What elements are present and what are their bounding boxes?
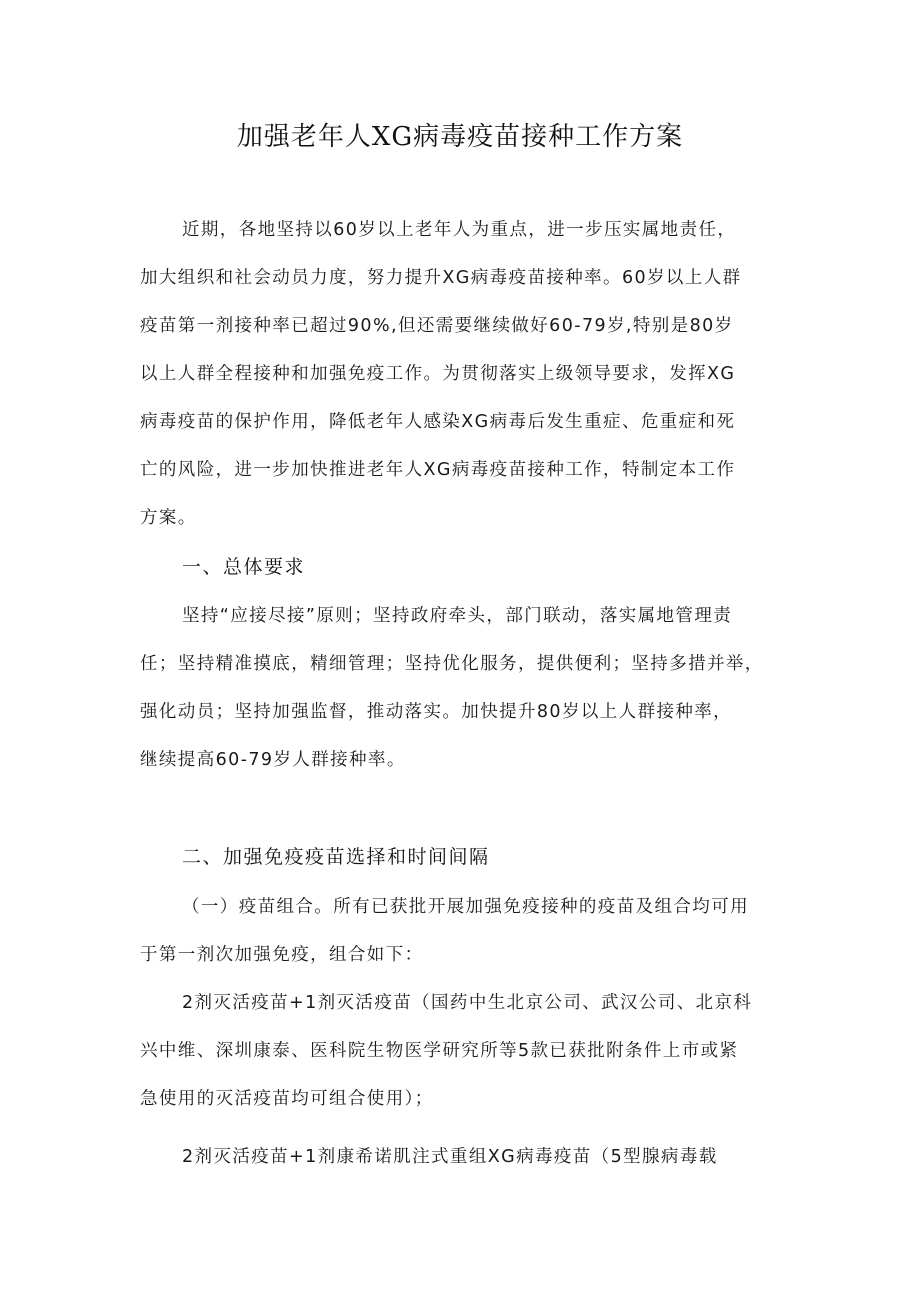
intro-line: 方案。 [140, 508, 197, 528]
combo1-line: 2剂灭活疫苗+1剂灭活疫苗（国药中生北京公司、武汉公司、北京科 [182, 993, 753, 1013]
section2-sub1-line: （一）疫苗组合。所有已获批开展加强免疫接种的疫苗及组合均可用 [182, 897, 749, 917]
combo1-line: 兴中维、深圳康泰、医科院生物医学研究所等5款已获批附条件上市或紧 [140, 1041, 739, 1061]
document-title: 加强老年人XG病毒疫苗接种工作方案 [236, 122, 684, 152]
section2-sub1-line: 于第一剂次加强免疫，组合如下： [140, 945, 424, 965]
intro-line: 以上人群全程接种和加强免疫工作。为贯彻落实上级领导要求，发挥XG [140, 364, 736, 384]
combo1-line: 急使用的灭活疫苗均可组合使用）； [140, 1089, 434, 1109]
section1-line: 继续提高60-79岁人群接种率。 [140, 750, 406, 770]
intro-line: 加大组织和社会动员力度，努力提升XG病毒疫苗接种率。60岁以上人群 [140, 268, 742, 288]
section1-line: 强化动员；坚持加强监督，推动落实。加快提升80岁以上人群接种率， [140, 702, 733, 722]
intro-line: 亡的风险，进一步加快推进老年人XG病毒疫苗接种工作，特制定本工作 [140, 460, 736, 480]
intro-line: 病毒疫苗的保护作用，降低老年人感染XG病毒后发生重症、危重症和死 [140, 412, 736, 432]
section1-line: 坚持“应接尽接”原则；坚持政府牵头，部门联动，落实属地管理责 [182, 606, 733, 626]
section-heading-1: 一、总体要求 [182, 556, 306, 578]
combo2-line: 2剂灭活疫苗+1剂康希诺肌注式重组XG病毒疫苗（5型腺病毒载 [182, 1147, 718, 1167]
intro-line: 疫苗第一剂接种率已超过90%,但还需要继续做好60-79岁,特别是80岁 [140, 316, 734, 336]
section1-line: 任；坚持精准摸底，精细管理；坚持优化服务，提供便利；坚持多措并举， [140, 654, 764, 674]
intro-line: 近期，各地坚持以60岁以上老年人为重点，进一步压实属地责任， [182, 220, 737, 240]
section-heading-2: 二、加强免疫疫苗选择和时间间隔 [182, 846, 490, 868]
